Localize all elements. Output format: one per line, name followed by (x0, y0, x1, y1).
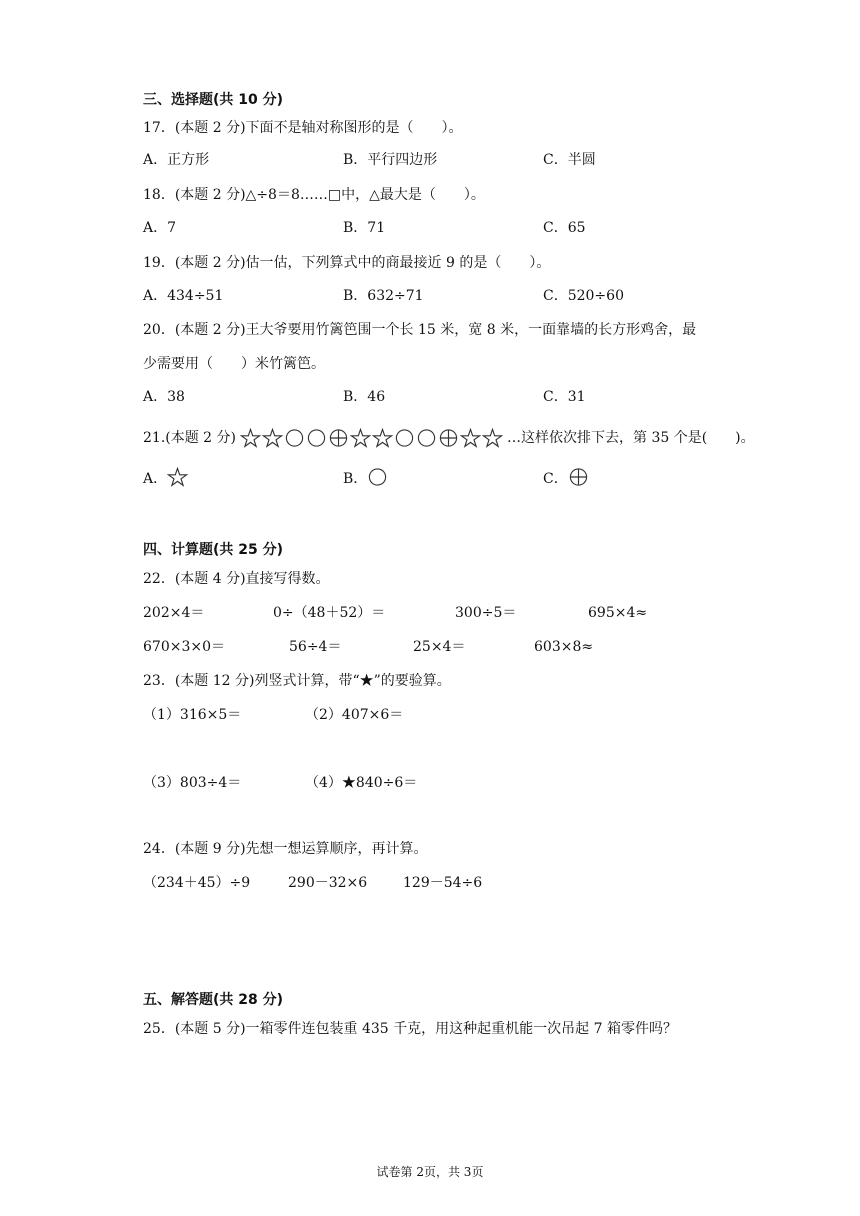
star-icon (460, 428, 481, 448)
q18-option-b[interactable]: B．71 (343, 220, 386, 236)
q21-shape-sequence (240, 428, 503, 448)
q22-text: 22．(本题 4 分)直接写得数。 (143, 571, 330, 587)
q24-item: 129－54÷6 (403, 875, 483, 891)
q21-option-b-label: B． (343, 471, 368, 487)
q22-item: 56÷4＝ (289, 639, 342, 655)
q23-part-3: （3）803÷4＝ (143, 775, 242, 791)
page-footer: 试卷第 2页，共 3页 (376, 1165, 484, 1179)
q17-option-a[interactable]: A．正方形 (143, 152, 210, 168)
star-icon (240, 428, 261, 448)
q22-item: 695×4≈ (588, 605, 648, 621)
star-icon (262, 428, 283, 448)
star-icon (350, 428, 371, 448)
q23-part-4: （4）★840÷6＝ (305, 775, 418, 791)
cross-circle-icon (438, 428, 459, 448)
circle-icon (306, 428, 327, 448)
q22-item: 670×3×0＝ (143, 639, 225, 655)
q23-text: 23．(本题 12 分)列竖式计算，带“★”的要验算。 (143, 673, 451, 689)
q22-item: 603×8≈ (534, 639, 594, 655)
section-3-title: 三、选择题(共 10 分) (143, 92, 284, 108)
q21-suffix: …这样依次排下去，第 35 个是( )。 (507, 430, 755, 446)
star-icon (482, 428, 503, 448)
q21-line (143, 428, 755, 448)
circle-icon (394, 428, 415, 448)
q21-option-a[interactable] (143, 467, 188, 489)
q18-text: 18．(本题 2 分)△÷8＝8……□中，△最大是（ ）。 (143, 187, 485, 203)
q22-item: 25×4＝ (413, 639, 466, 655)
cross-circle-icon (328, 428, 349, 448)
q17-option-c[interactable]: C．半圆 (543, 152, 596, 168)
q23-part-2: （2）407×6＝ (305, 707, 404, 723)
q24-text: 24．(本题 9 分)先想一想运算顺序，再计算。 (143, 841, 428, 857)
q17-text: 17．(本题 2 分)下面不是轴对称图形的是（ ）。 (143, 120, 463, 136)
q19-option-b[interactable]: B．632÷71 (343, 288, 424, 304)
q20-text-line1: 20．(本题 2 分)王大爷要用竹篱笆围一个长 15 米，宽 8 米，一面靠墙的长方形鸡舍，最 (143, 322, 697, 338)
star-icon (167, 467, 188, 487)
circle-icon (367, 467, 388, 487)
q18-option-a[interactable]: A．7 (143, 220, 177, 236)
q22-item: 202×4＝ (143, 605, 205, 621)
cross-circle-icon (568, 467, 589, 487)
q21-option-c-label: C． (543, 471, 568, 487)
q19-option-a[interactable]: A．434÷51 (143, 288, 224, 304)
circle-icon (416, 428, 437, 448)
q21-option-c[interactable] (543, 467, 589, 489)
section-4-title: 四、计算题(共 25 分) (143, 542, 284, 558)
section-5-title: 五、解答题(共 28 分) (143, 992, 284, 1008)
q20-option-c[interactable]: C．31 (543, 389, 586, 405)
q20-option-a[interactable]: A．38 (143, 389, 185, 405)
q25-text: 25．(本题 5 分)一箱零件连包装重 435 千克，用这种起重机能一次吊起 7 箱零件吗？ (143, 1021, 677, 1037)
q21-option-a-label: A． (143, 471, 168, 487)
q22-item: 0÷（48＋52）＝ (273, 605, 386, 621)
q20-option-b[interactable]: B．46 (343, 389, 386, 405)
q17-option-b[interactable]: B．平行四边形 (343, 152, 438, 168)
q21-prefix: 21.(本题 2 分) (143, 430, 236, 446)
circle-icon (284, 428, 305, 448)
q20-text-line2: 少需要用（ ）米竹篱笆。 (143, 356, 325, 372)
q22-item: 300÷5＝ (455, 605, 517, 621)
q21-option-b[interactable] (343, 467, 388, 489)
q18-option-c[interactable]: C．65 (543, 220, 586, 236)
q19-option-c[interactable]: C．520÷60 (543, 288, 624, 304)
q23-part-1: （1）316×5＝ (143, 707, 242, 723)
q24-item: 290－32×6 (288, 875, 368, 891)
q24-item: （234＋45）÷9 (143, 875, 251, 891)
star-icon (372, 428, 393, 448)
q19-text: 19．(本题 2 分)估一估，下列算式中的商最接近 9 的是（ ）。 (143, 255, 551, 271)
